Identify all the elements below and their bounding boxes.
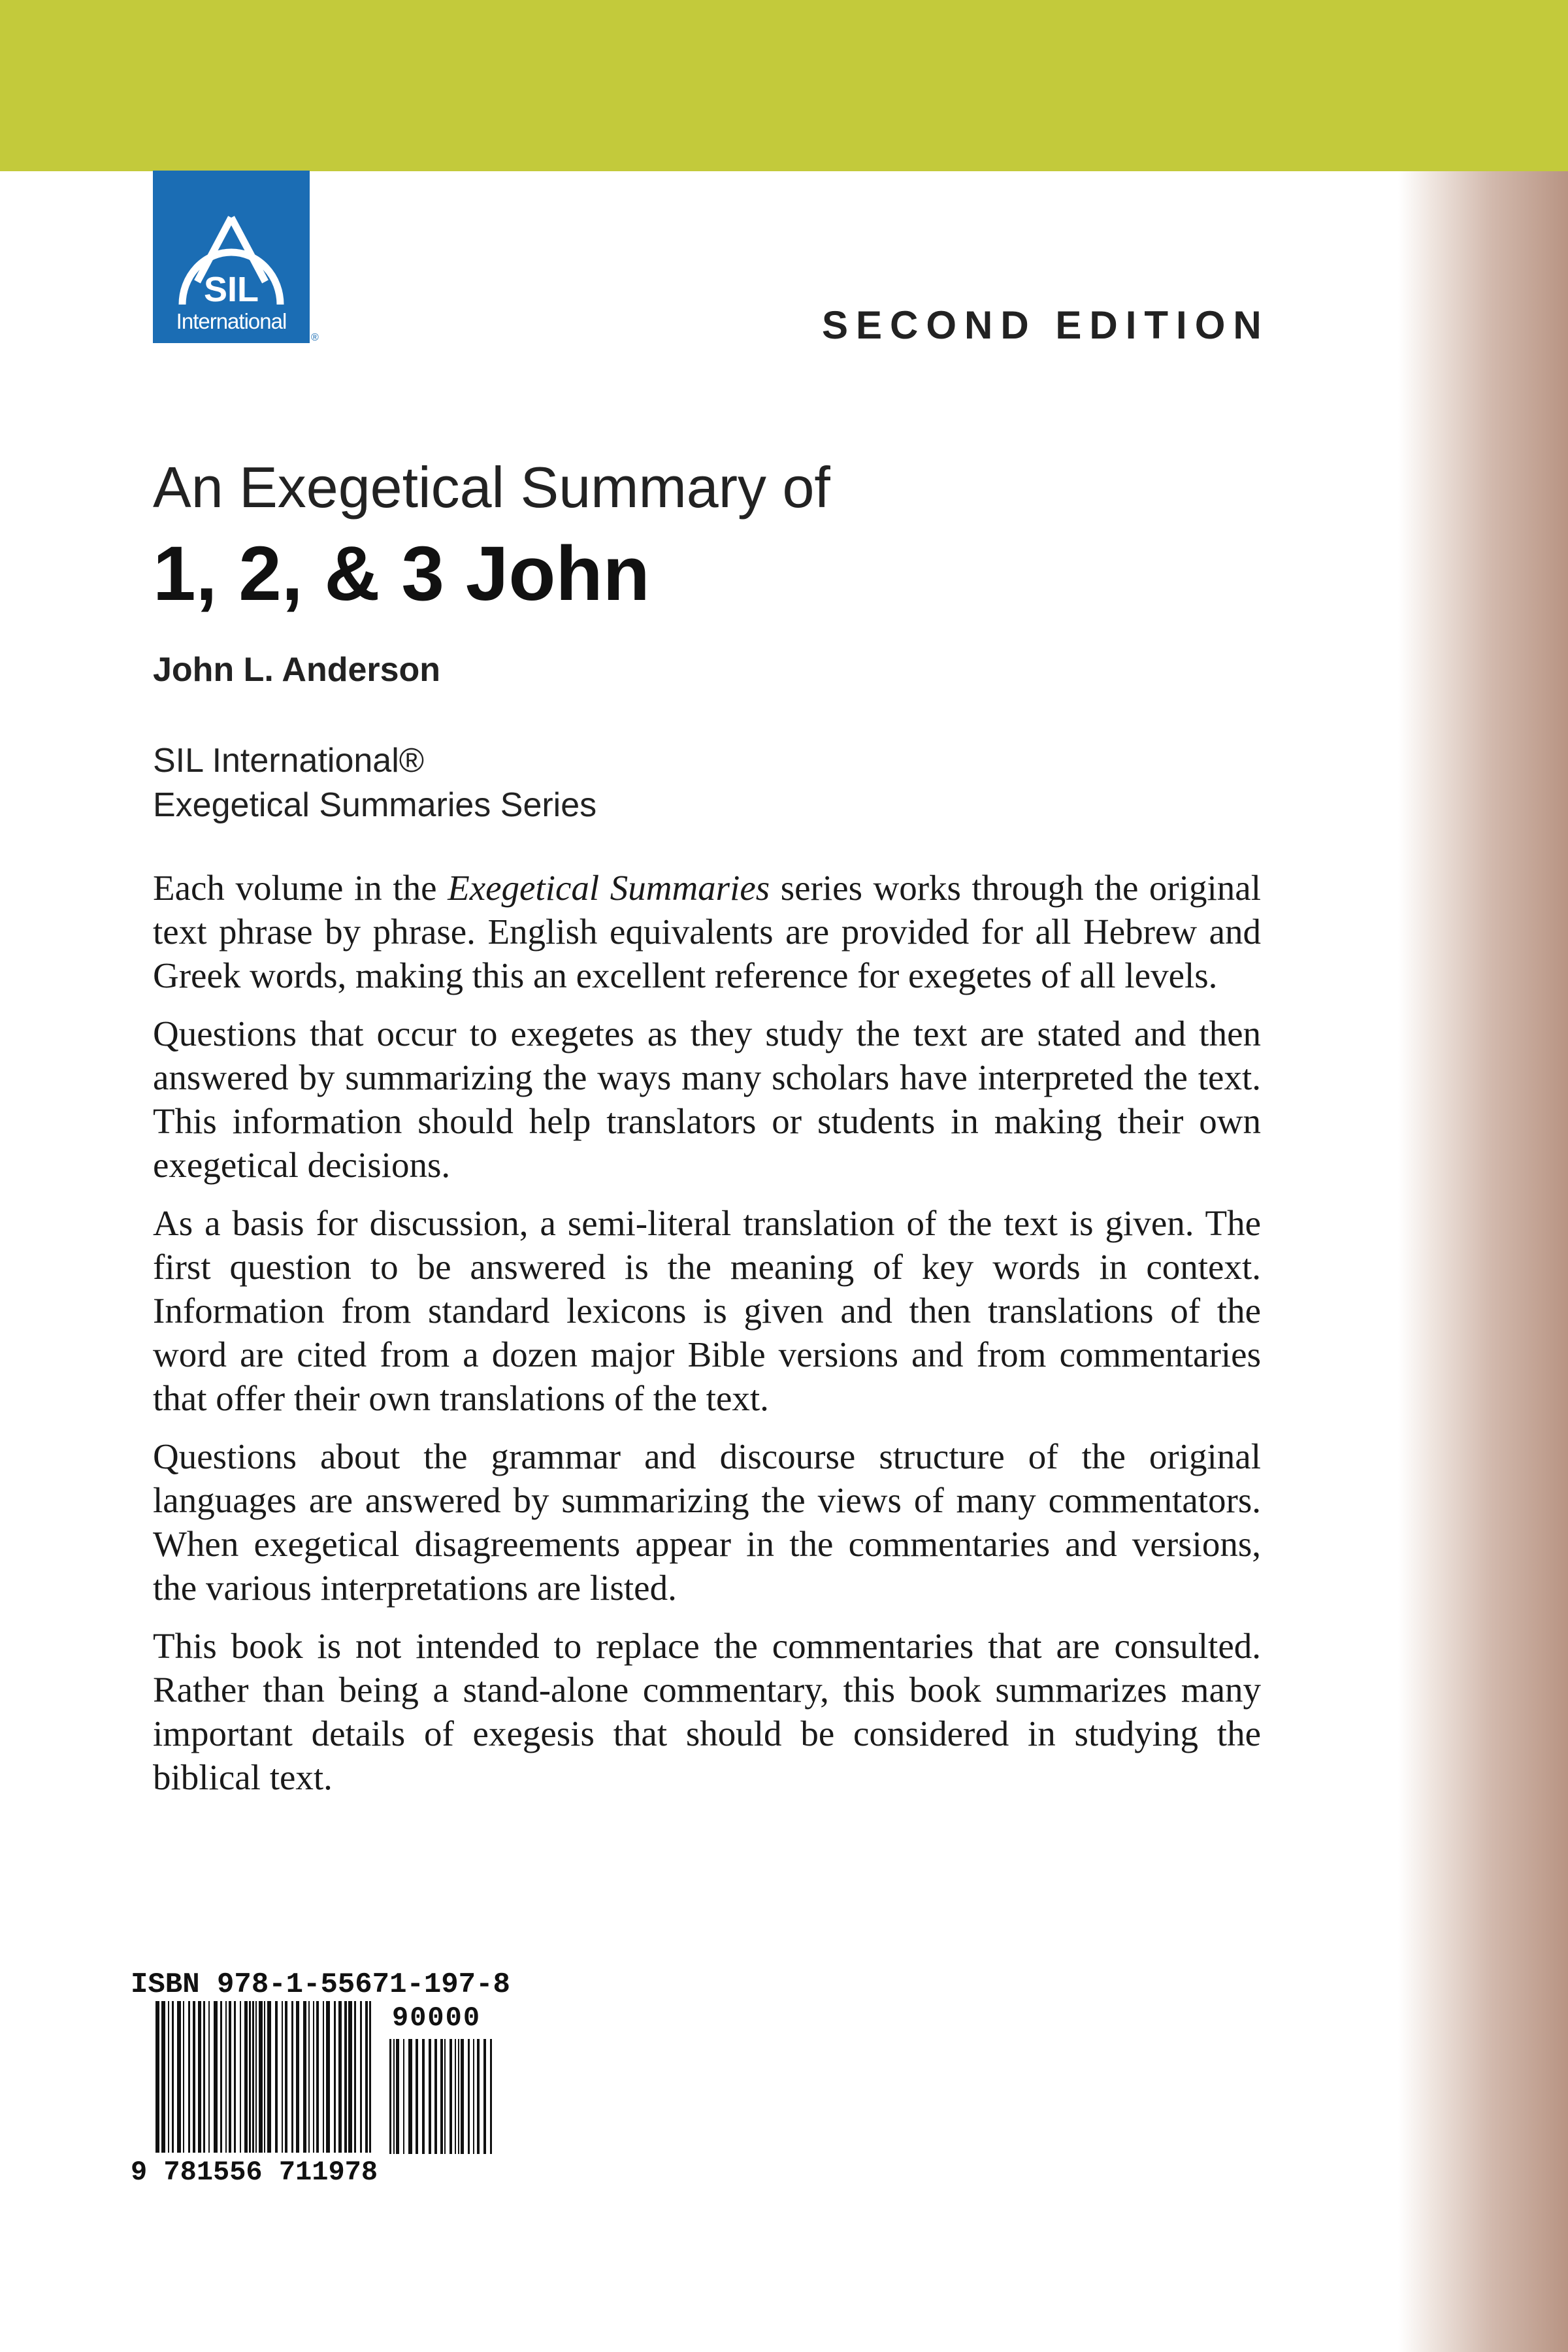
barcode-bar <box>490 2039 492 2154</box>
barcode-bar <box>220 2001 222 2153</box>
barcode-bar <box>434 2039 437 2154</box>
barcode-bar <box>416 2039 418 2154</box>
barcode-bar <box>483 2039 486 2154</box>
logo-registered-mark: ® <box>311 332 319 343</box>
sil-logo <box>153 171 310 343</box>
barcode-bar <box>203 2001 205 2153</box>
barcode-addon <box>389 2039 495 2154</box>
author-name: John L. Anderson <box>153 651 441 689</box>
barcode-bar <box>468 2039 470 2154</box>
series-title-italic: Exegetical Summaries <box>448 868 770 908</box>
barcode-bar <box>244 2001 248 2153</box>
barcode-bar <box>323 2001 324 2153</box>
barcode-bar <box>461 2039 464 2154</box>
barcode-bar <box>354 2001 356 2153</box>
spine-shadow <box>1398 171 1568 2352</box>
barcode-bar <box>458 2039 459 2154</box>
paragraph-5: This book is not intended to replace the commentaries that are consulted. Rather than being a stand-alone commentary, this book summarizes many important details of exegesis that should be considered in studying the biblical text. <box>153 1626 1261 1797</box>
description-text <box>153 866 1261 1814</box>
barcode-bar <box>193 2001 195 2153</box>
barcode-bar <box>229 2001 231 2153</box>
paragraph-1-start: Each volume in the <box>153 868 448 908</box>
barcode-main <box>155 2001 375 2153</box>
barcode-bar <box>422 2039 425 2154</box>
barcode-bar <box>259 2001 263 2153</box>
barcode-bar <box>308 2001 310 2153</box>
publisher-block <box>153 738 596 827</box>
barcode-bar <box>344 2001 347 2153</box>
edition-label: SECOND EDITION <box>822 303 1269 347</box>
barcode-bar <box>429 2039 431 2154</box>
barcode-bar <box>282 2001 283 2153</box>
barcode-ean-digits: 9 781556 711978 <box>131 2157 378 2188</box>
barcode-bar <box>234 2001 236 2153</box>
paragraph-4: Questions about the grammar and discourse structure of the original languages are answered by summarizing the views of many commentators. When exegetical disagreements appear in the commentaries and versions, the various interpretations are listed. <box>153 1436 1261 1608</box>
barcode-bar <box>161 2001 165 2153</box>
barcode-bar <box>177 2001 181 2153</box>
barcode-bar <box>348 2001 352 2153</box>
barcode-bar <box>255 2001 257 2153</box>
title-line-1: An Exegetical Summary of <box>153 455 830 520</box>
barcode-bar <box>444 2039 446 2154</box>
barcode-bar <box>334 2001 336 2153</box>
barcode-bar <box>275 2001 278 2153</box>
barcode-bar <box>303 2001 306 2153</box>
barcode-bar <box>172 2001 174 2153</box>
barcode-bar <box>252 2001 254 2153</box>
logo-mark: SIL <box>203 270 259 309</box>
barcode-bar <box>455 2039 456 2154</box>
barcode-bar <box>285 2001 287 2153</box>
barcode-bar <box>214 2001 218 2153</box>
barcode-bar <box>338 2001 342 2153</box>
barcode-bar <box>198 2001 201 2153</box>
barcode-bar <box>396 2039 399 2154</box>
paragraph-2: Questions that occur to exegetes as they study the text are stated and then answered by summarizing the ways many scholars have interpreted the text. This information should help translators or students in making their own exegetical decisions. <box>153 1014 1261 1185</box>
barcode-bar <box>369 2001 371 2153</box>
barcode-bar <box>360 2001 362 2153</box>
barcode-bar <box>249 2001 251 2153</box>
paragraph-3: As a basis for discussion, a semi-literal translation of the text is given. The first question to be answered is the meaning of key words in context. Information from standard lexicons is given and then translations of the word are cited from a dozen major Bible versions and from commentaries that offer their own translations of the text. <box>153 1203 1261 1418</box>
barcode-bar <box>155 2001 159 2153</box>
isbn-label: ISBN 978-1-55671-197-8 <box>131 1968 510 2001</box>
title-line-2: 1, 2, & 3 John <box>153 531 650 617</box>
barcode-bar <box>393 2039 395 2154</box>
barcode-bar <box>389 2039 391 2154</box>
barcode-bar <box>365 2001 368 2153</box>
logo-subtext: International <box>176 309 287 333</box>
barcode-bar <box>264 2001 265 2153</box>
barcode-bar <box>296 2001 299 2153</box>
barcode-bar <box>168 2001 169 2153</box>
barcode-bar <box>291 2001 293 2153</box>
paragraph-1 <box>153 866 1261 997</box>
barcode-bar <box>208 2001 210 2153</box>
barcode-bar <box>477 2039 480 2154</box>
publisher-name: SIL International® <box>153 742 425 780</box>
barcode-bar <box>225 2001 227 2153</box>
barcode-bar <box>408 2039 412 2154</box>
barcode-bar <box>473 2039 474 2154</box>
barcode-bar <box>188 2001 190 2153</box>
barcode-bar <box>440 2039 443 2154</box>
barcode-bar <box>403 2039 404 2154</box>
barcode-bar <box>267 2001 271 2153</box>
barcode-bar <box>313 2001 314 2153</box>
barcode-addon-digits: 90000 <box>392 2002 482 2034</box>
paragraph-1-end: series works through the original text phrase by phrase. English equivalents are provided for all Hebrew and Greek words, making this an excellent reference for exegetes of all levels. <box>153 868 1261 995</box>
barcode-bar <box>316 2001 319 2153</box>
top-color-band <box>0 0 1568 171</box>
barcode-bar <box>449 2039 452 2154</box>
barcode-bar <box>326 2001 330 2153</box>
barcode-bar <box>183 2001 184 2153</box>
series-name: Exegetical Summaries Series <box>153 786 597 824</box>
barcode-bar <box>240 2001 241 2153</box>
